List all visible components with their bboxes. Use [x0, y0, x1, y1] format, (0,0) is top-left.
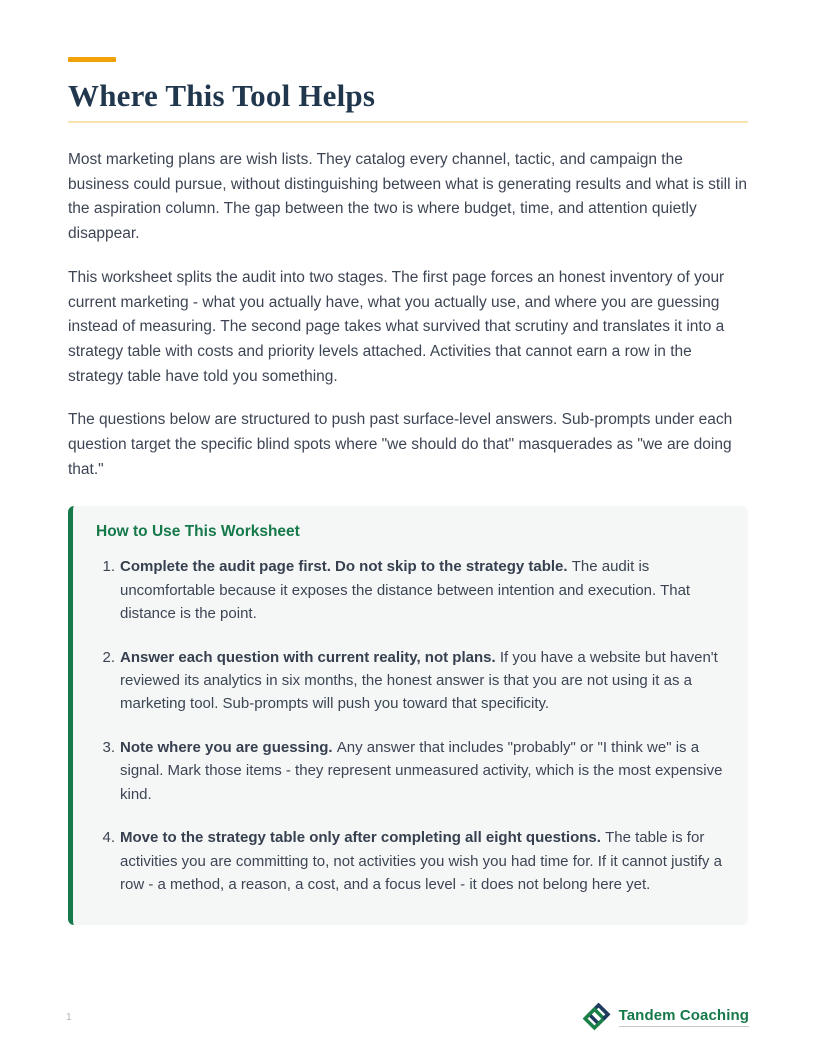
tandem-diamond-logo-icon: [582, 1002, 611, 1031]
list-item-text: [120, 555, 724, 625]
list-item-number: 2.: [102, 648, 115, 666]
list-item-lead: Note where you are guessing.: [120, 738, 333, 756]
intro-paragraph: The questions below are structured to push past surface-level answers. Sub-prompts under each question target the specific blind spots where "we should do that" masquerades as "we are doing that.": [68, 411, 733, 478]
list-item-body: If you have a website but haven't reviewed its analytics in six months, the honest answer is that you are not using it as a marketing tool. Sub-prompts will push you toward that specificity.: [120, 648, 718, 713]
list-item-text: [120, 646, 724, 716]
list-item: [93, 555, 724, 625]
intro-paragraph: Most marketing plans are wish lists. They catalog every channel, tactic, and campaign the business could pursue, without distinguishing between what is generating results and what is still in the aspiration column. The gap between the two is where budget, time, and attention quietly disappear.: [68, 151, 747, 243]
page-number: 1: [66, 1010, 72, 1023]
list-item-number: 3.: [102, 738, 115, 756]
list-item-body: The audit is uncomfortable because it exposes the distance between intention and execution. That distance is the point.: [120, 558, 691, 623]
list-item-body: Any answer that includes "probably" or "I think we" is a signal. Mark those items - they represent unmeasured activity, which is the most expensive kind.: [120, 738, 723, 803]
list-item-number: 4.: [102, 829, 115, 847]
list-item-number: 1.: [102, 558, 115, 576]
list-item: [93, 826, 724, 896]
brand-link[interactable]: [582, 1002, 749, 1031]
how-to-use-callout: [68, 506, 748, 925]
list-item-text: [120, 826, 724, 896]
instruction-list: [93, 555, 724, 896]
list-item-body: The table is for activities you are committing to, not activities you wish you had time for. If it cannot justify a row - a method, a reason, a cost, and a focus level - it does not belong here yet.: [120, 829, 722, 893]
page-title: Where This Tool Helps: [68, 78, 376, 113]
callout-heading: How to Use This Worksheet: [96, 523, 300, 541]
page-footer: [66, 1002, 749, 1031]
list-item-lead: Move to the strategy table only after completing all eight questions.: [120, 829, 601, 847]
intro-paragraph: This worksheet splits the audit into two stages. The first page forces an honest inventory of your current marketing - what you actually have, what you actually use, and where you are guessing instead of measuring. The second page takes what survived that scrutiny and translates it into a strategy table with costs and priority levels attached. Activities that cannot earn a row in the strategy table have told you something.: [68, 268, 725, 385]
list-item-lead: Complete the audit page first. Do not skip to the strategy table.: [120, 558, 568, 576]
brand-name: Tandem Coaching: [619, 1007, 749, 1027]
intro-section: [68, 148, 748, 482]
list-item-lead: Answer each question with current reality, not plans.: [120, 648, 496, 666]
list-item: [93, 736, 724, 806]
list-item-text: [120, 736, 724, 806]
list-item: [93, 646, 724, 716]
title-divider: [68, 121, 748, 123]
accent-bar: [68, 57, 116, 62]
